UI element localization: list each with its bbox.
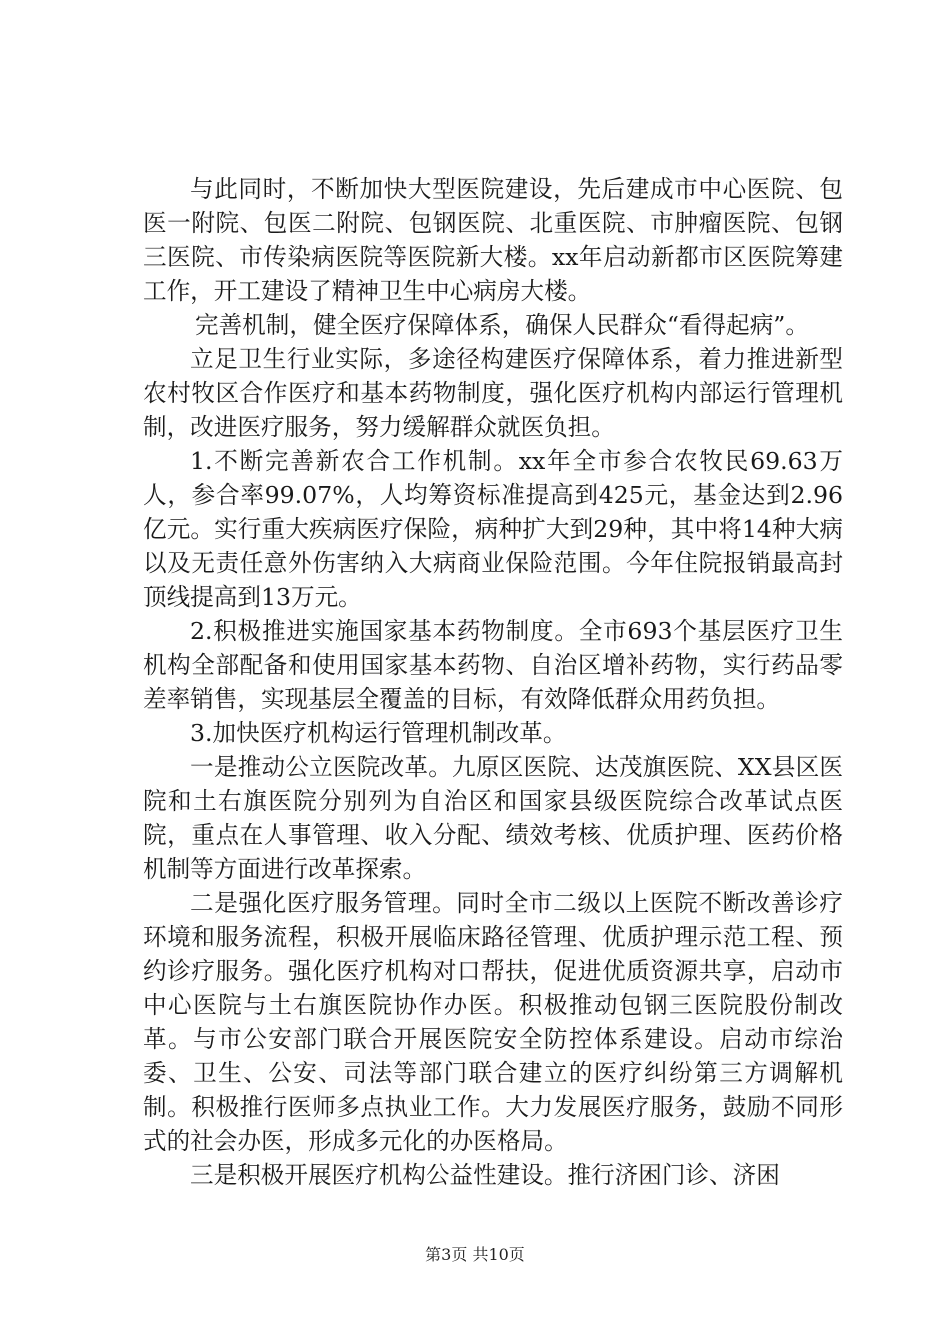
paragraph-public-welfare: 三是积极开展医疗机构公益性建设。推行济困门诊、济困 (190, 1161, 780, 1189)
paragraph-item-1-rural-cooperative: 1.不断完善新农合工作机制。xx年全市参合农牧民69.63万人，参合率99.07%，人均筹资标准提高到425元，基金达到2.96亿元。实行重大疾病医疗保险，病种扩大到29种，其中将14种大病以及无责任意外伤害纳入大病商业保险范围。今年住院报销最高封顶线提高到13万元。 (143, 447, 843, 611)
paragraph-service-management: 二是强化医疗服务管理。同时全市二级以上医院不断改善诊疗环境和服务流程，积极开展临床路径管理、优质护理示范工程、预约诊疗服务。强化医疗机构对口帮扶，促进优质资源共享，启动市中心医院与土右旗医院协作办医。积极推动包钢三医院股份制改革。与市公安部门联合开展医院安全防控体系建设。启动市综治委、卫生、公安、司法等部门联合建立的医疗纠纷第三方调解机制。积极推行医师多点执业工作。大力发展医疗服务，鼓励不同形式的社会办医，形成多元化的办医格局。 (143, 889, 843, 1155)
paragraph-item-3-reform-heading: 3.加快医疗机构运行管理机制改革。 (190, 719, 567, 747)
page-number-footer: 第3页 共10页 (425, 1245, 525, 1264)
paragraph-item-2-essential-drugs: 2.积极推进实施国家基本药物制度。全市693个基层医疗卫生机构全部配备和使用国家基本药物、自治区增补药物，实行药品零差率销售，实现基层全覆盖的目标，有效降低群众用药负担。 (143, 617, 843, 713)
paragraph-mechanism-heading: 完善机制，健全医疗保障体系，确保人民群众“看得起病”。 (195, 311, 809, 339)
paragraph-hospital-construction: 与此同时，不断加快大型医院建设，先后建成市中心医院、包医一附院、包医二附院、包钢医院、北重医院、市肿瘤医院、包钢三医院、市传染病医院等医院新大楼。xx年启动新都市区医院筹建工作，开工建设了精神卫生中心病房大楼。 (143, 175, 843, 305)
paragraph-public-hospital-reform: 一是推动公立医院改革。九原区医院、达茂旗医院、XX县区医院和土右旗医院分别列为自治区和国家县级医院综合改革试点医院，重点在人事管理、收入分配、绩效考核、优质护理、医药价格机制等方面进行改革探索。 (143, 753, 843, 883)
paragraph-medical-security-intro: 立足卫生行业实际，多途径构建医疗保障体系，着力推进新型农村牧区合作医疗和基本药物制度，强化医疗机构内部运行管理机制，改进医疗服务，努力缓解群众就医负担。 (143, 345, 843, 441)
document-body (143, 172, 843, 1192)
